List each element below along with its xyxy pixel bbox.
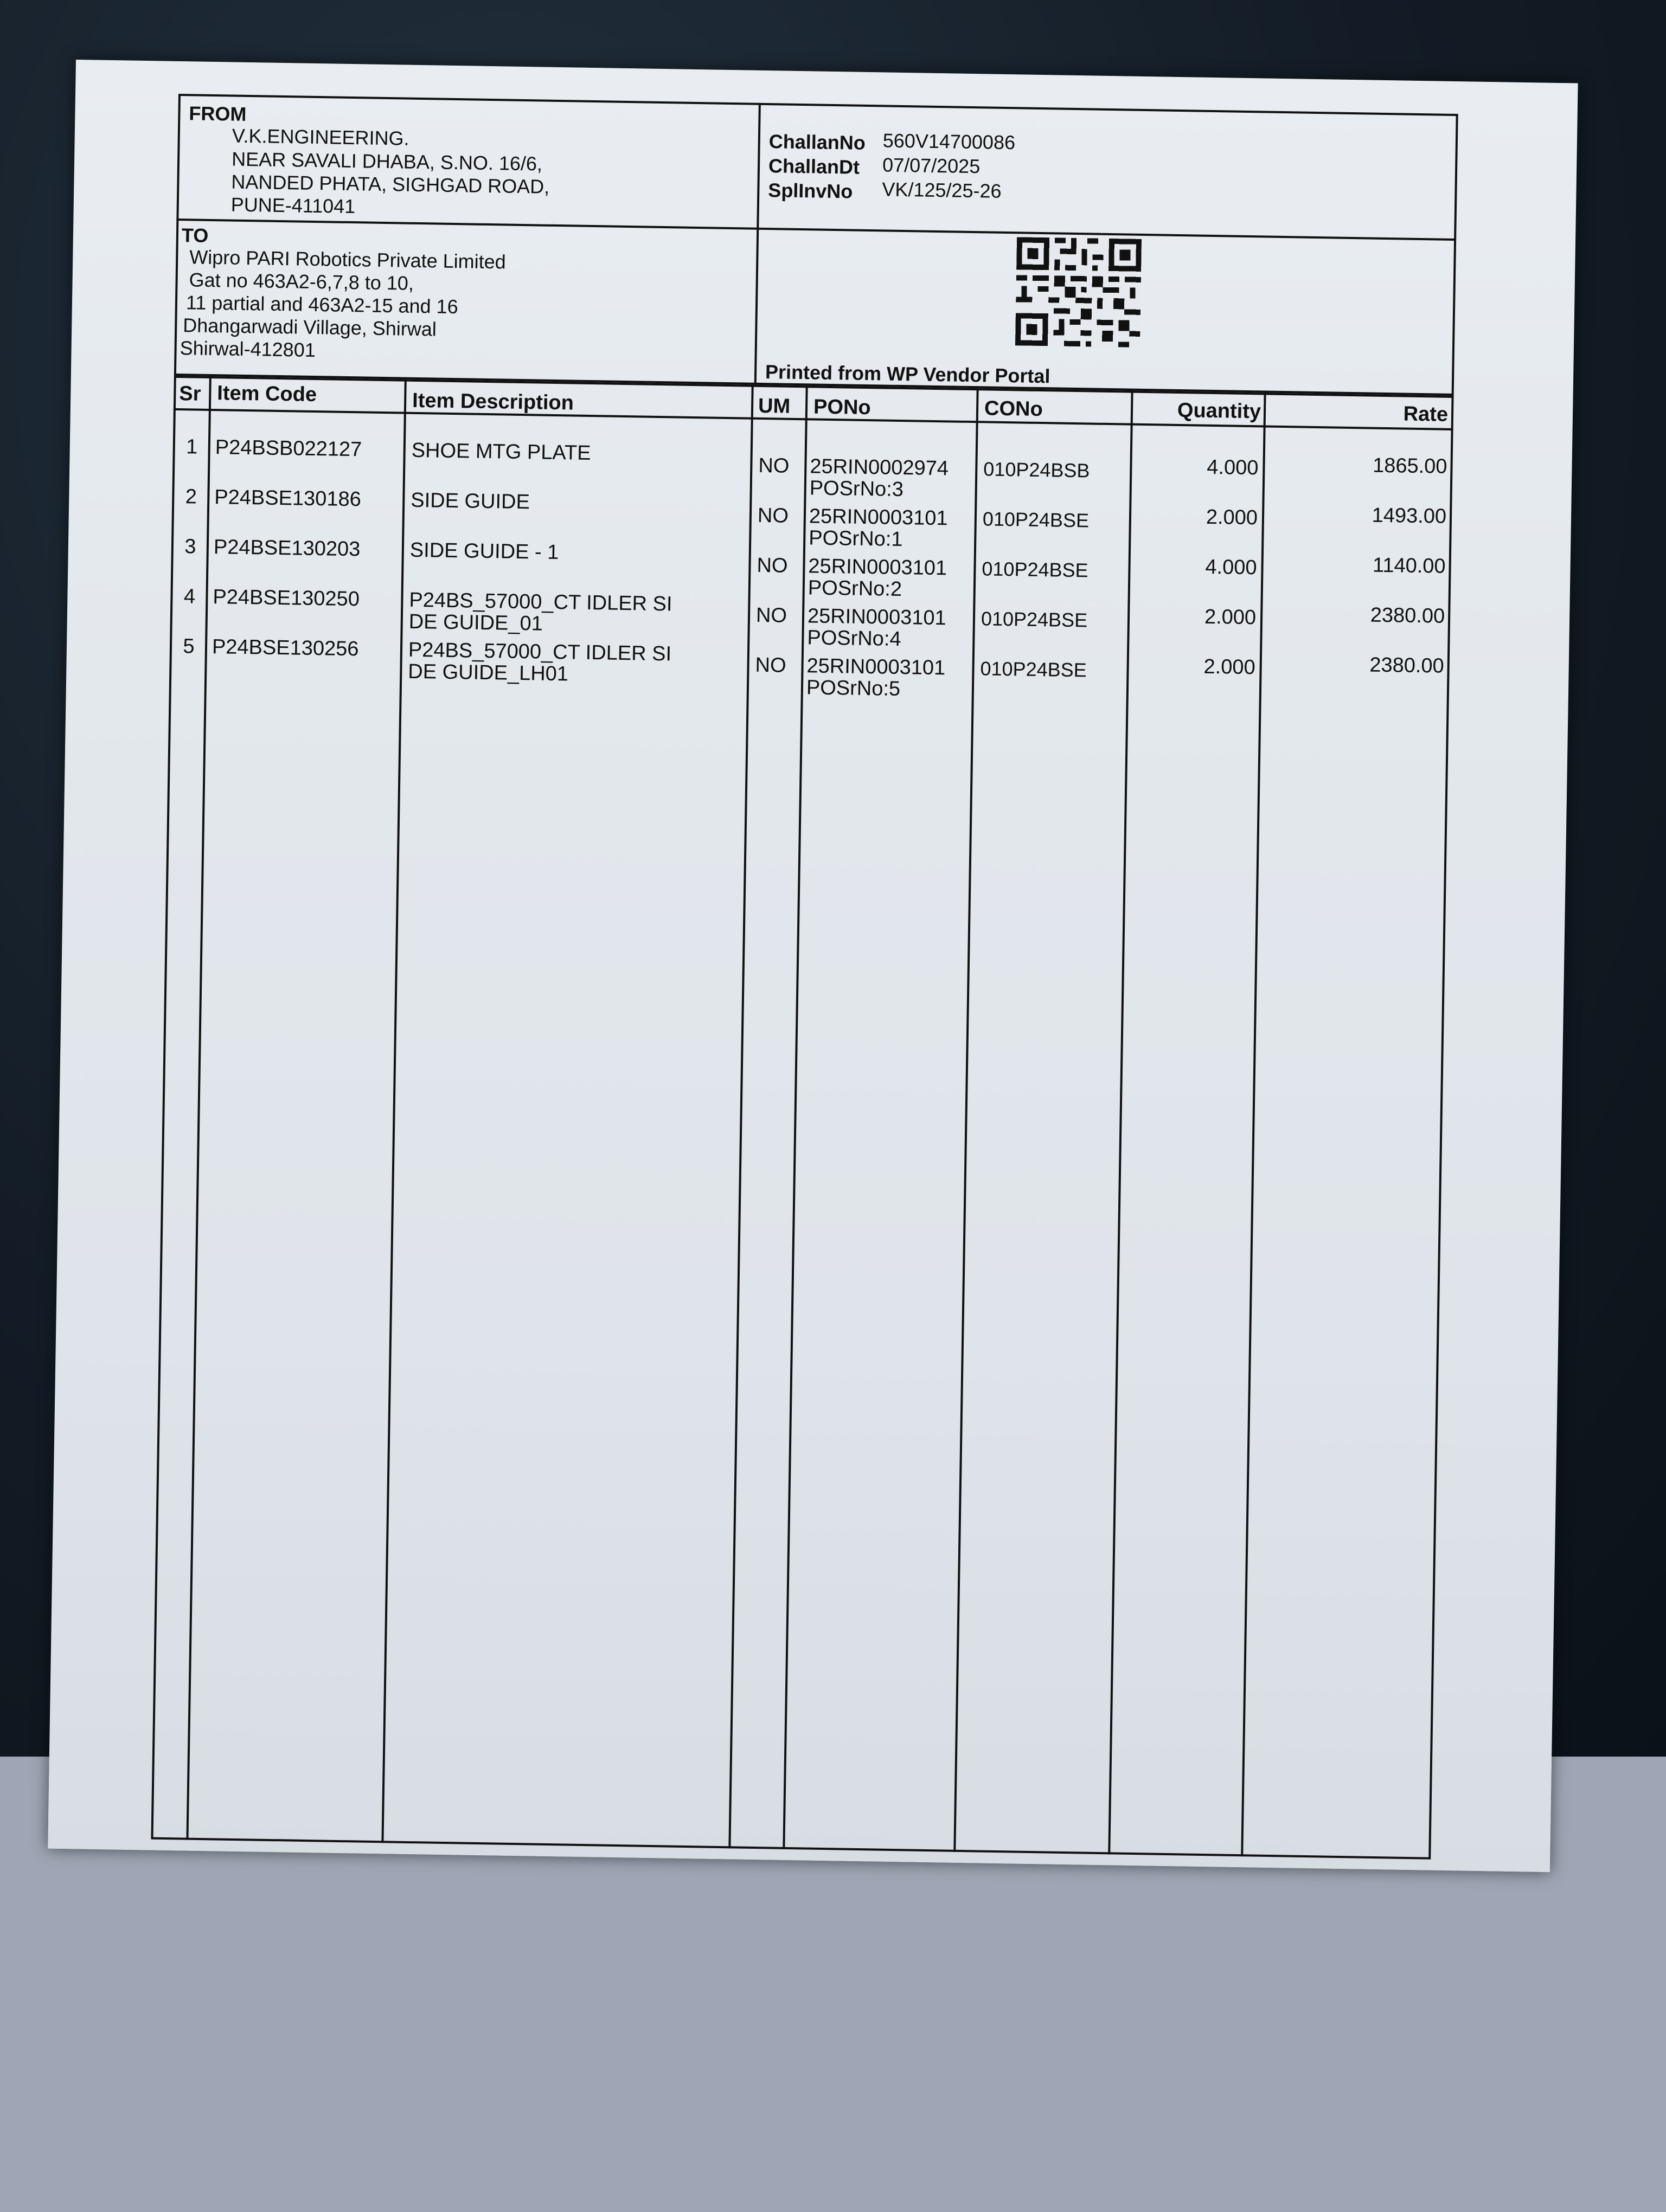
- row-rate: 1865.00: [1372, 454, 1447, 478]
- row-quantity: 2.000: [1203, 655, 1255, 679]
- row-pono: 25RIN0003101: [808, 555, 947, 580]
- row-rate: 2380.00: [1370, 603, 1445, 628]
- row-item-description: SIDE GUIDE - 1: [409, 538, 559, 564]
- row-posrno: POSrNo:5: [806, 676, 901, 701]
- row-posrno: POSrNo:3: [809, 477, 904, 501]
- from-address-line1: NEAR SAVALI DHABA, S.NO. 16/6,: [231, 147, 543, 175]
- row-rate: 1493.00: [1372, 504, 1447, 528]
- row-cono: 010P24BSE: [981, 607, 1088, 632]
- row-quantity: 4.000: [1205, 555, 1257, 580]
- row-item-description: SIDE GUIDE: [410, 488, 530, 514]
- row-um: NO: [757, 554, 788, 577]
- header-pono: PONo: [813, 395, 871, 420]
- challan-no-value: 560V14700086: [882, 129, 1016, 154]
- row-sr: 4: [183, 585, 196, 608]
- header-um: UM: [758, 394, 791, 418]
- to-label: TO: [181, 224, 209, 247]
- row-pono: 25RIN0003101: [809, 505, 948, 530]
- row-item-description: P24BS_57000_CT IDLER SI: [408, 638, 672, 666]
- header-cono: CONo: [984, 397, 1043, 421]
- row-pono: 25RIN0002974: [810, 455, 949, 480]
- to-address-line4: Shirwal-412801: [180, 337, 316, 362]
- row-cono: 010P24BSE: [982, 557, 1088, 582]
- row-um: NO: [757, 504, 789, 528]
- row-item-code: P24BSB022127: [215, 436, 362, 461]
- header-rate: Rate: [1403, 402, 1449, 426]
- row-item-code: P24BSE130203: [213, 536, 361, 561]
- row-item-description-cont: DE GUIDE_01: [408, 610, 543, 635]
- to-address-line1: Gat no 463A2-6,7,8 to 10,: [189, 268, 414, 294]
- row-item-description: SHOE MTG PLATE: [411, 439, 591, 465]
- to-address-line3: Dhangarwadi Village, Shirwal: [183, 314, 437, 340]
- header-item-code: Item Code: [217, 382, 317, 407]
- header-item-description: Item Description: [412, 389, 574, 415]
- qr-code: [1015, 237, 1142, 348]
- row-item-description-cont: DE GUIDE_LH01: [408, 660, 569, 686]
- from-name: V.K.ENGINEERING.: [232, 124, 409, 150]
- row-cono: 010P24BSE: [980, 657, 1087, 681]
- portal-note: Printed from WP Vendor Portal: [765, 361, 1050, 388]
- row-um: NO: [758, 454, 790, 478]
- to-address-line2: 11 partial and 463A2-15 and 16: [185, 291, 458, 318]
- row-posrno: POSrNo:4: [807, 626, 901, 651]
- challan-date-value: 07/07/2025: [882, 153, 981, 178]
- row-quantity: 2.000: [1206, 505, 1258, 530]
- challan-date-label: ChallanDt: [768, 155, 860, 178]
- row-pono: 25RIN0003101: [807, 605, 947, 630]
- to-name: Wipro PARI Robotics Private Limited: [189, 246, 507, 273]
- row-pono: 25RIN0003101: [806, 654, 946, 680]
- row-posrno: POSrNo:2: [808, 576, 902, 601]
- row-sr: 1: [185, 435, 198, 459]
- row-quantity: 2.000: [1204, 605, 1257, 629]
- row-quantity: 4.000: [1207, 455, 1259, 480]
- row-um: NO: [755, 603, 787, 627]
- row-item-code: P24BSE130186: [214, 486, 362, 511]
- row-sr: 5: [183, 635, 195, 658]
- row-cono: 010P24BSE: [982, 507, 1090, 532]
- from-label: FROM: [189, 102, 247, 125]
- row-sr: 3: [184, 535, 196, 558]
- row-item-code: P24BSE130250: [213, 586, 360, 611]
- from-address-line3: PUNE-411041: [230, 193, 356, 218]
- row-rate: 1140.00: [1372, 554, 1446, 578]
- row-cono: 010P24BSB: [983, 458, 1090, 482]
- row-sr: 2: [185, 485, 197, 509]
- row-rate: 2380.00: [1369, 653, 1445, 678]
- challan-no-label: ChallanNo: [768, 130, 866, 154]
- from-address-line2: NANDED PHATA, SIGHGAD ROAD,: [231, 170, 550, 198]
- delivery-challan-sheet: [48, 60, 1578, 1872]
- header-quantity: Quantity: [1177, 398, 1261, 423]
- row-item-code: P24BSE130256: [212, 635, 359, 661]
- header-sr: Sr: [179, 382, 201, 406]
- row-um: NO: [755, 653, 786, 677]
- spl-inv-label: SplInvNo: [768, 179, 853, 203]
- spl-inv-value: VK/125/25-26: [882, 178, 1002, 202]
- row-posrno: POSrNo:1: [808, 526, 903, 551]
- row-item-description: P24BS_57000_CT IDLER SI: [409, 588, 672, 616]
